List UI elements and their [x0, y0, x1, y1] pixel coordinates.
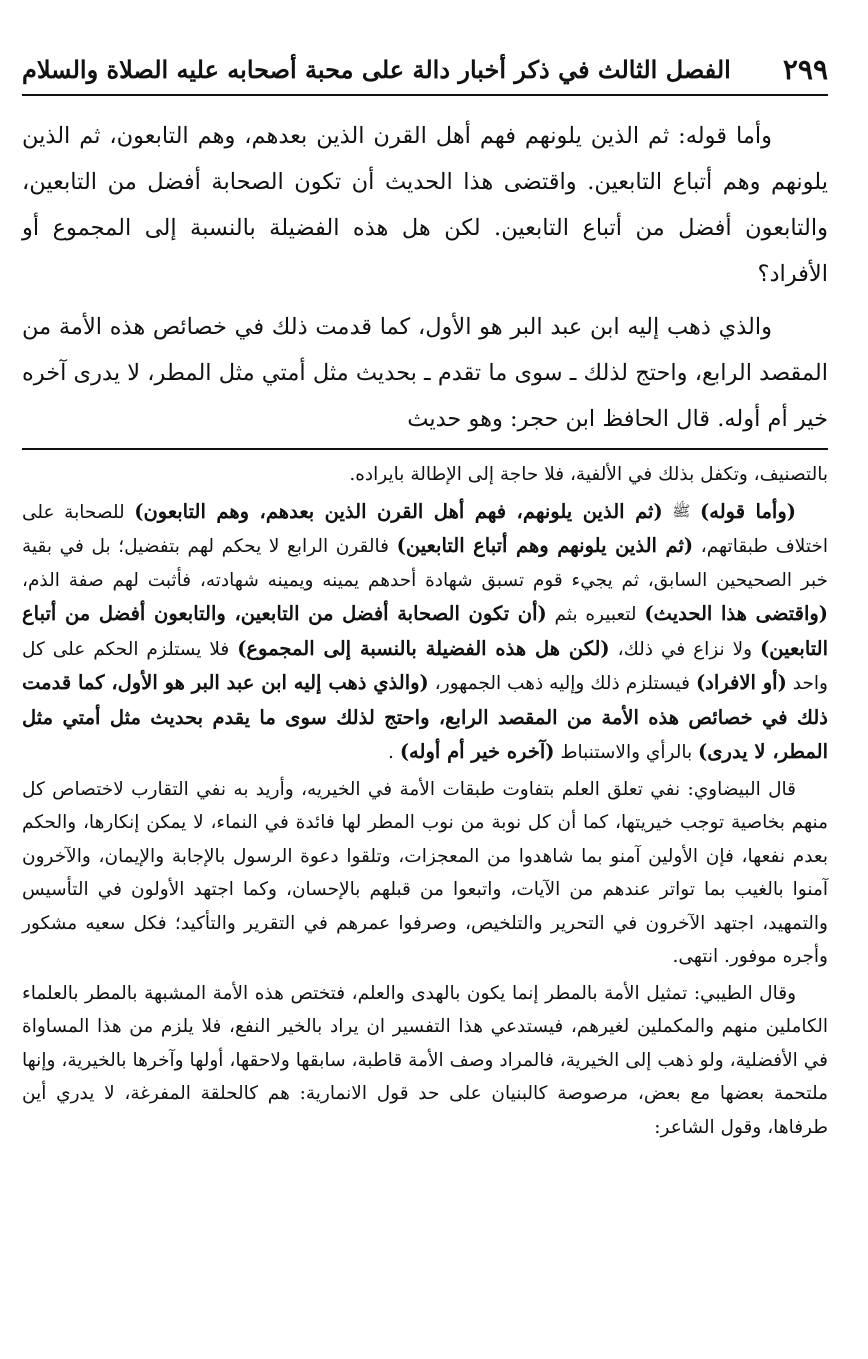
bold-quote: (وأما قوله)	[700, 499, 796, 523]
page-number: ٢٩٩	[782, 52, 828, 86]
page-header	[22, 44, 828, 96]
commentary-text-run: فالقرن الرابع لا يحكم لهم بتفضيل؛ بل في بقية خبر الصحيحين السابق، ثم يجيء قوم تسبق شهادة أحدهم يمينه ويمينه شهادته، فأثبت لهم صفة الذم،	[22, 536, 828, 591]
bold-quote: (واقتضى هذا الحديث)	[644, 602, 828, 625]
commentary-paragraph-4: وقال الطيبي: تمثيل الأمة بالمطر إنما يكون بالهدى والعلم، فتختص هذه الأمة المشبهة بالمطر بالعلماء الكاملين منهم والمكملين لغيرهم، فيستدعي هذا التفسير ان يراد بالخير النفع، فلا يلزم من هذا المساواة في الأفضلية، ولو ذهب إلى الخيرية، فالمراد وصف الأمة قاطبة، سابقها ولاحقها، أولها وآخرها بالخيرية، وإنها ملتحمة بعضها مع بعض، مرصوصة كالبنيان على حد قول الانمارية: هم كالحلقة المفرغة، لا يدري أين طرفاها، وقول الشاعر:	[22, 982, 828, 1138]
bold-quote: (ثم الذين يلونهم، فهم أهل القرن الذين بعدهم، وهم التابعون)	[134, 499, 663, 523]
bold-quote: (أن تكون الصحابة أفضل من التابعين، والتابعون أفضل من أتباع التابعين)	[22, 602, 829, 660]
bold-quote: (ثم الذين يلونهم وهم أتباع التابعين)	[396, 534, 694, 557]
commentary-text-run: للصحابة على اختلاف طبقاتهم،	[22, 501, 828, 557]
commentary-text-run: فيستلزم ذلك وإليه ذهب الجمهور،	[434, 673, 691, 694]
commentary-paragraph-1: بالتصنيف، وتكفل بذلك في الألفية، فلا حاجة إلى الإطالة بايراده.	[349, 464, 828, 485]
commentary-text-run: .	[388, 742, 394, 763]
salutation-glyph: ﷺ	[672, 501, 691, 520]
commentary-paragraph-2	[22, 495, 828, 770]
commentary-paragraph-3: قال البيضاوي: نفي تعلق العلم بتفاوت طبقات الأمة في الخيريه، وأريد به نفي التقارب لاختصاص كل منهم بخاصية توجب خيريتها، كما أن كل نوبة من نوب المطر لها فائدة في النماء، لا يمكن إنكارها، والحكم بعدم نفعها، فإن الأولين آمنو بما شاهدوا من المعجزات، وتلقوا دعوة الرسول بالإجابة والإيمان، والآخرون آمنوا بالغيب بما تواتر عندهم من الآيات، واتبعوا من قبلهم بالإحسان، وكما اجتهد الأولون في التأسيس والتمهيد، اجتهد الآخرون في التحرير والتلخيص، وصرفوا عمرهم في التقرير والتأكيد؛ فكل سعيه مشكور وأجره موفور. انتهى.	[22, 778, 829, 967]
bold-quote: (والذي ذهب إليه ابن عبد البر هو الأول، كما قدمت ذلك في خصائص هذه الأمة من المقصد الرابع، واحتج لذلك سوى ما يقدم بحديث مثل أمتي مثل المطر، لا يدرى)	[22, 671, 828, 763]
chapter-title: الفصل الثالث في ذكر أخبار دالة على محبة أصحابه عليه الصلاة والسلام	[22, 54, 731, 84]
commentary-text	[22, 458, 828, 1147]
bold-quote: (أو الافراد)	[695, 671, 787, 694]
commentary-text-run: فلا يستلزم الحكم على كل واحد	[22, 638, 828, 694]
main-paragraph-1: وأما قوله: ثم الذين يلونهم فهم أهل القرن الذين بعدهم، وهم التابعون، ثم الذين يلونهم وهم أتباع التابعين. واقتضى هذا الحديث أن تكون الصحابة أفضل من التابعين، والتابعون أفضل من أتباع التابعين. لكن هل هذه الفضيلة بالنسبة إلى المجموع أو الأفراد؟	[22, 123, 828, 287]
commentary-text-run: ولا نزاع في ذلك،	[617, 638, 753, 660]
bold-quote: (لكن هل هذه الفضيلة بالنسبة إلى المجموع)	[237, 636, 610, 660]
section-divider	[22, 448, 828, 450]
bold-quote: (آخره خير أم أوله)	[399, 740, 555, 763]
main-text	[22, 113, 828, 449]
commentary-text-run: بالرأي والاستنباط	[560, 742, 693, 763]
commentary-text-run: لتعبيره بثم	[554, 604, 637, 625]
main-paragraph-2: والذي ذهب إليه ابن عبد البر هو الأول، كما قدمت ذلك في خصائص هذه الأمة من المقصد الرابع، واحتج لذلك ـ سوى ما تقدم ـ بحديث مثل أمتي مثل المطر، لا يدرى آخره خير أم أوله. قال الحافظ ابن حجر: وهو حديث	[22, 314, 828, 432]
